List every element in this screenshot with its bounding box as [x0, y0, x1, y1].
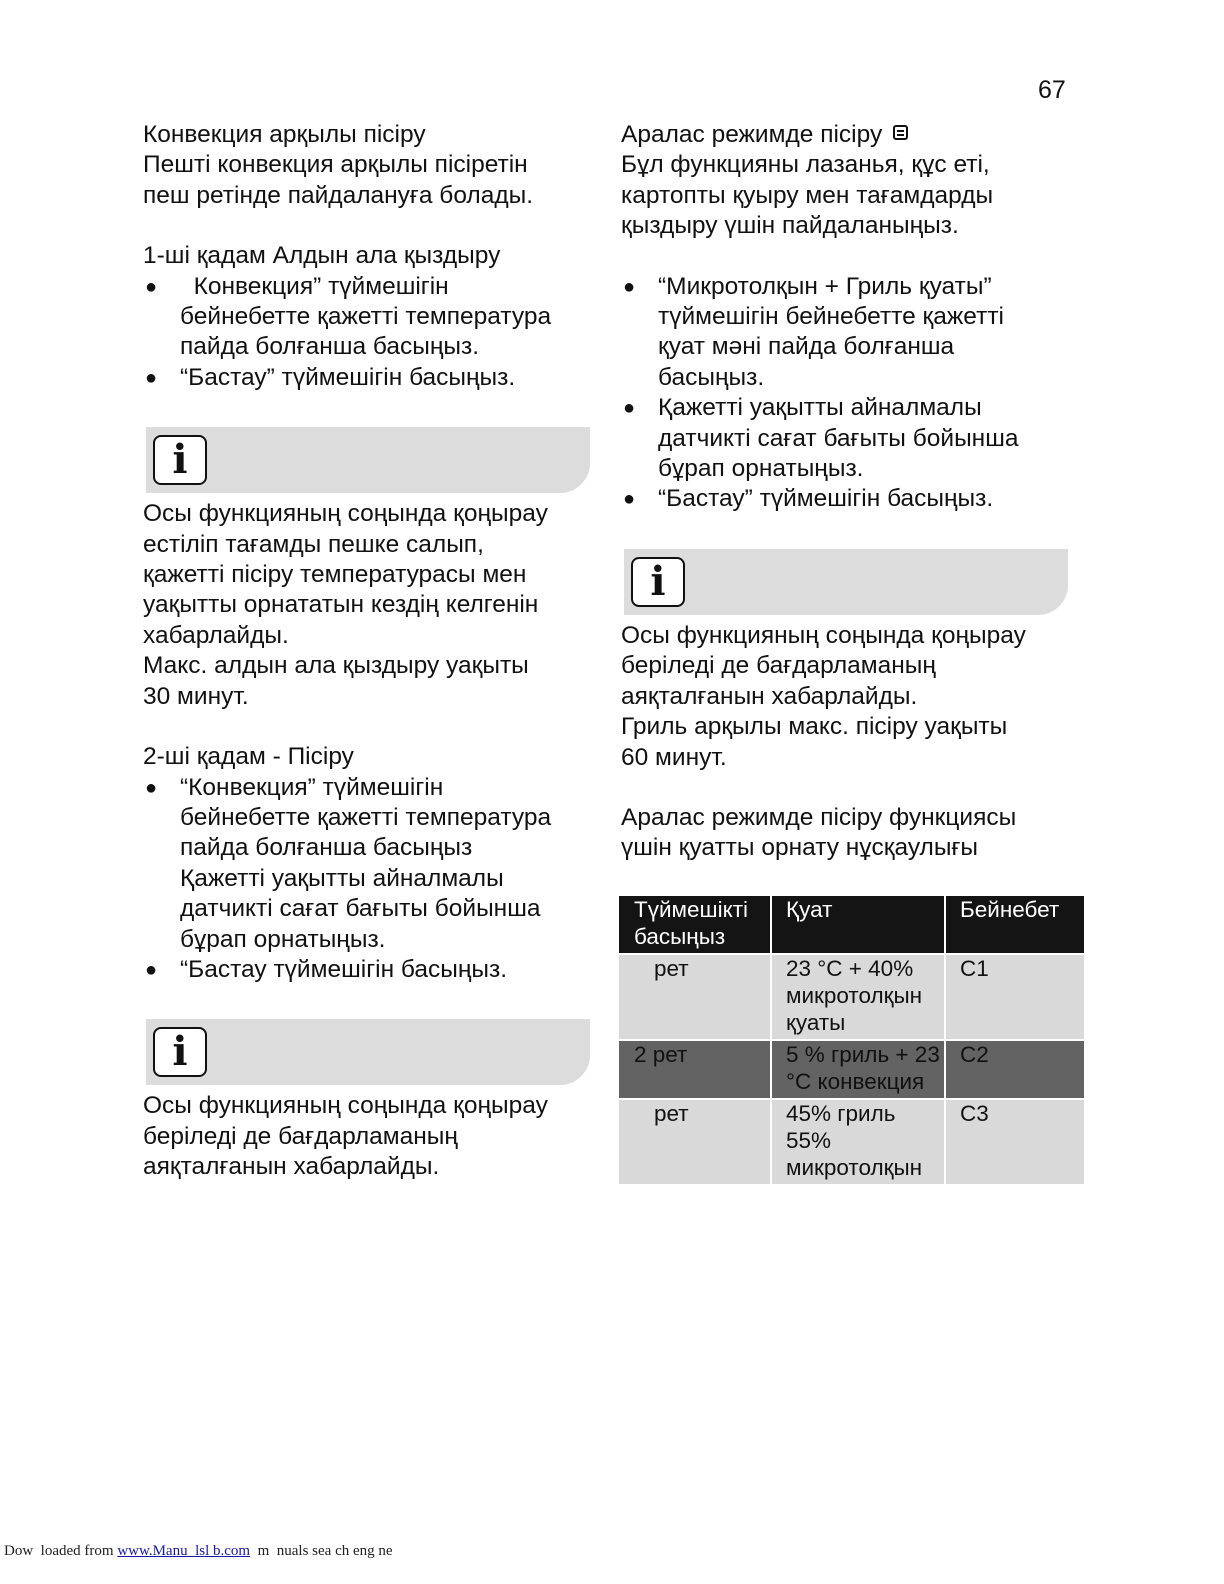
list-item-line: бейнебетте қажетті температура	[180, 803, 552, 831]
bullet-icon: ●	[623, 488, 636, 511]
power-settings-table	[619, 896, 1084, 1184]
bullet-icon: ●	[623, 397, 636, 420]
cell-power: 5 % гриль + 23 °C конвекция	[771, 1040, 945, 1099]
note-line: Макс. алдын ала қыздыру уақыты	[143, 652, 529, 680]
note-line: беріледі де бағдарламаның	[621, 652, 936, 680]
list-item-line: “Бастау” түймешігін басыңыз.	[180, 363, 516, 391]
table-row	[619, 1099, 1084, 1184]
note-line: Осы функцияның соңында қоңырау	[143, 500, 548, 528]
intro-line: қыздыру үшін пайдаланыңыз.	[621, 212, 959, 240]
table-caption: Аралас режимде пісіру функциясы	[621, 803, 1017, 831]
cell-press: рет	[619, 1099, 771, 1184]
note-line: Осы функцияның соңында қоңырау	[143, 1092, 548, 1120]
section-title-combi	[621, 120, 1091, 150]
list-item-line: “Микротолқын + Гриль қуаты”	[658, 272, 992, 300]
header-press: Түймешікті басыңыз	[619, 896, 771, 954]
list-item-line: бұрап орнатыңыз.	[658, 455, 864, 483]
bullet-icon: ●	[145, 275, 158, 298]
list-item	[143, 955, 593, 985]
combi-steps-list	[621, 272, 1091, 515]
info-icon: i	[631, 557, 685, 607]
list-item	[621, 484, 1091, 514]
list-item	[621, 393, 1091, 484]
note-line: хабарлайды.	[143, 621, 289, 649]
list-item-line: Қажетті уақытты айналмалы	[180, 864, 504, 892]
header-power: Қуат	[771, 896, 945, 954]
note-line: Гриль арқылы макс. пісіру уақыты	[621, 713, 1008, 741]
list-item-line: Қажетті уақытты айналмалы	[658, 394, 982, 422]
info-note-box	[146, 1019, 590, 1085]
list-item-line: түймешігін бейнебетте қажетті	[658, 303, 1004, 331]
header-display: Бейнебет	[945, 896, 1084, 954]
info-note-box	[624, 549, 1068, 615]
note-line: қажетті пісіру температурасы мен	[143, 561, 527, 589]
section-title-text: Аралас режимде пісіру	[621, 121, 883, 148]
info-icon: i	[153, 1027, 207, 1077]
list-item-line: “Конвекция” түймешігін	[180, 773, 444, 801]
list-item	[143, 773, 593, 955]
footer-link[interactable]: www.Manu lsl b.com	[117, 1543, 251, 1559]
combi-mode-icon	[893, 125, 908, 140]
note-line: 60 минут.	[621, 743, 727, 771]
bullet-icon: ●	[145, 776, 158, 799]
table-row	[619, 1040, 1084, 1099]
list-item	[621, 272, 1091, 394]
step1-title: 1-ші қадам Алдын ала қыздыру	[143, 242, 501, 270]
list-item-line: пайда болғанша басыңыз	[180, 834, 473, 862]
intro-line: Пешті конвекция арқылы пісіретін	[143, 151, 528, 179]
table-caption: үшін қуатты орнату нұсқаулығы	[621, 834, 979, 862]
table-row	[619, 954, 1084, 1040]
info-note-box	[146, 427, 590, 493]
note-line: 30 минут.	[143, 682, 249, 710]
note-line: уақытты орнататын кездің келгенін	[143, 591, 539, 619]
step2-list	[143, 773, 593, 986]
cell-display: C3	[945, 1099, 1084, 1184]
footer-prefix: Dow loaded from	[4, 1543, 118, 1559]
step2-title: 2-ші қадам - Пісіру	[143, 743, 354, 771]
list-item	[143, 363, 593, 393]
list-item-line: басыңыз.	[658, 363, 765, 391]
footer-suffix: m nuals sea ch eng ne	[250, 1543, 393, 1559]
bullet-icon: ●	[145, 366, 158, 389]
cell-power: 45% гриль 55% микротолқын	[771, 1099, 945, 1184]
step1-list	[143, 272, 593, 394]
cell-press: 2 рет	[619, 1040, 771, 1099]
note-line: аяқталғанын хабарлайды.	[143, 1153, 440, 1181]
page-number: 67	[1038, 76, 1066, 104]
list-item-line: бейнебетте қажетті температура	[180, 303, 552, 331]
intro-line: пеш ретінде пайдалануға болады.	[143, 181, 534, 209]
cell-power: 23 °C + 40% микротолқын қуаты	[771, 954, 945, 1040]
list-item	[143, 272, 593, 363]
bullet-icon: ●	[623, 275, 636, 298]
list-item-line: датчикті сағат бағыты бойынша	[180, 895, 541, 923]
list-item-line: бұрап орнатыңыз.	[180, 925, 386, 953]
note-line: беріледі де бағдарламаның	[143, 1122, 458, 1150]
list-item-line: “Бастау” түймешігін басыңыз.	[658, 485, 994, 513]
list-item-line: датчикті сағат бағыты бойынша	[658, 424, 1019, 452]
note-line: естіліп тағамды пешке салып,	[143, 530, 484, 558]
cell-display: C1	[945, 954, 1084, 1040]
intro-line: Бұл функцияны лазанья, құс еті,	[621, 151, 990, 179]
list-item-line: пайда болғанша басыңыз.	[180, 333, 480, 361]
note-line: аяқталғанын хабарлайды.	[621, 682, 918, 710]
left-column	[143, 120, 593, 1183]
section-title-convection: Конвекция арқылы пісіру	[143, 121, 426, 148]
note-line: Осы функцияның соңында қоңырау	[621, 621, 1026, 649]
list-item-line: қуат мәні пайда болғанша	[658, 333, 955, 361]
list-item-line: “Бастау түймешігін басыңыз.	[180, 955, 508, 983]
cell-display: C2	[945, 1040, 1084, 1099]
table-header-row	[619, 896, 1084, 954]
cell-press: рет	[619, 954, 771, 1040]
right-column	[621, 120, 1091, 864]
intro-line: картопты қуыру мен тағамдарды	[621, 181, 994, 209]
download-footer	[4, 1543, 393, 1560]
list-item-line: Конвекция” түймешігін	[180, 272, 449, 300]
bullet-icon: ●	[145, 958, 158, 981]
info-icon: i	[153, 435, 207, 485]
